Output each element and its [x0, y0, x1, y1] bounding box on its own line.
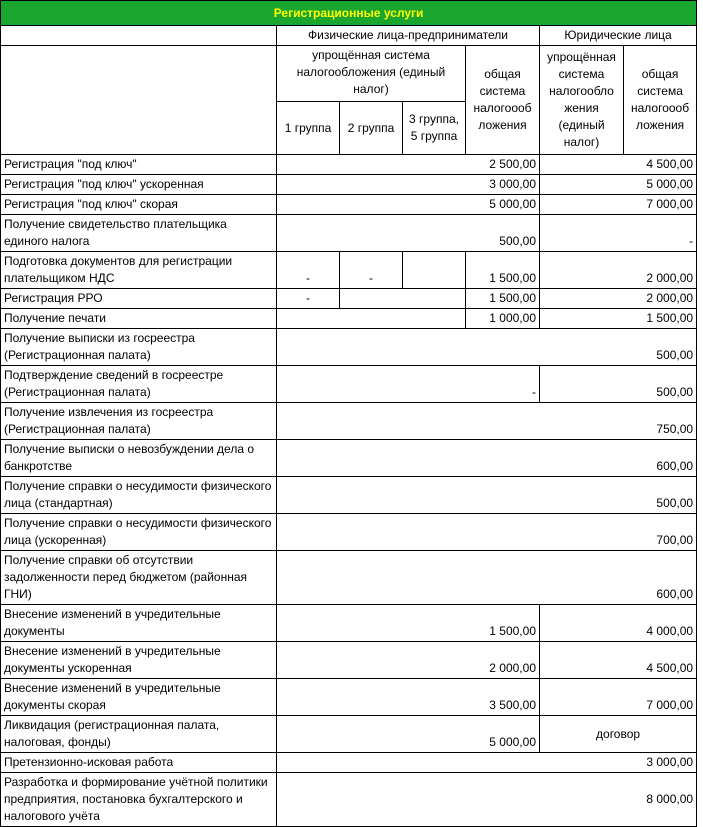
group2-cell: - [340, 252, 403, 289]
price-all: 700,00 [277, 514, 697, 551]
table-row [1, 215, 697, 252]
table-row [1, 440, 697, 477]
price-all: 750,00 [277, 403, 697, 440]
price-individuals: 3 500,00 [277, 679, 540, 716]
table-row [1, 195, 697, 215]
table-row [1, 329, 697, 366]
header-simplified-legal: упрощённая система налогообло жения (единый налог) [540, 46, 624, 155]
table-row [1, 551, 697, 605]
price-all: 600,00 [277, 551, 697, 605]
price-legal: 1 500,00 [540, 309, 697, 329]
table-row [1, 366, 697, 403]
price-individuals: 3 000,00 [277, 175, 540, 195]
table-row [1, 155, 697, 175]
service-name: Претензионно-исковая работа [1, 753, 277, 773]
price-legal: 2 000,00 [540, 252, 697, 289]
price-all: 8 000,00 [277, 773, 697, 827]
service-name: Получение свидетельство плательщика единого налога [1, 215, 277, 252]
table-row [1, 309, 697, 329]
service-name: Подтверждение сведений в госреестре (Регистрационная палата) [1, 366, 277, 403]
header-individuals: Физические лица-предприниматели [277, 26, 540, 46]
service-name: Ликвидация (регистрационная палата, налоговая, фонды) [1, 716, 277, 753]
header-empty [1, 26, 277, 46]
price-legal: 7 000,00 [540, 679, 697, 716]
price-legal: 7 000,00 [540, 195, 697, 215]
header-group-3-5: 3 группа, 5 группа [403, 102, 466, 155]
header-group-1: 1 группа [277, 102, 340, 155]
group1-cell: - [277, 252, 340, 289]
price-legal: 500,00 [540, 366, 697, 403]
header-empty [1, 46, 277, 155]
price-individuals: 5 000,00 [277, 716, 540, 753]
price-individuals: 500,00 [277, 215, 540, 252]
price-legal: - [540, 215, 697, 252]
table-row [1, 679, 697, 716]
price-individuals: 5 000,00 [277, 195, 540, 215]
service-name: Получение справки о несудимости физического лица (стандартная) [1, 477, 277, 514]
header-legal: Юридические лица [540, 26, 697, 46]
price-legal: 4 500,00 [540, 155, 697, 175]
service-name: Регистрация РРО [1, 289, 277, 309]
price-all: 600,00 [277, 440, 697, 477]
table-row [1, 773, 697, 827]
price-legal: 4 000,00 [540, 605, 697, 642]
service-name: Внесение изменений в учредительные документы скорая [1, 679, 277, 716]
price-all: 3 000,00 [277, 753, 697, 773]
price-individuals: 2 500,00 [277, 155, 540, 175]
table-row [1, 403, 697, 440]
price-individuals: 1 500,00 [466, 289, 540, 309]
service-name: Регистрация "под ключ" ускоренная [1, 175, 277, 195]
service-name: Внесение изменений в учредительные документы ускоренная [1, 642, 277, 679]
group35-cell [403, 252, 466, 289]
price-legal: 2 000,00 [540, 289, 697, 309]
price-individuals: - [277, 366, 540, 403]
service-name: Получение выписки о невозбуждении дела о банкротстве [1, 440, 277, 477]
group2-3-cell [340, 289, 466, 309]
header-general-legal: общая система налогоооб ложения [624, 46, 697, 155]
price-all: 500,00 [277, 477, 697, 514]
service-name: Разработка и формирование учётной политики предприятия, постановка бухгалтерского и налогового учёта [1, 773, 277, 827]
price-individuals: 2 000,00 [277, 642, 540, 679]
price-legal: договор [540, 716, 697, 753]
service-name: Подготовка документов для регистрации плательщиком НДС [1, 252, 277, 289]
table-row [1, 252, 697, 289]
header-general-individuals: общая система налогоооб ложения [466, 46, 540, 155]
service-name: Получение справки об отсутствии задолженности перед бюджетом (районная ГНИ) [1, 551, 277, 605]
price-individuals: 1 000,00 [466, 309, 540, 329]
groups-cell [277, 309, 466, 329]
table-row [1, 289, 697, 309]
price-individuals: 1 500,00 [277, 605, 540, 642]
service-name: Получение печати [1, 309, 277, 329]
price-all: 500,00 [277, 329, 697, 366]
service-name: Регистрация "под ключ" скорая [1, 195, 277, 215]
service-name: Получение справки о несудимости физического лица (ускоренная) [1, 514, 277, 551]
table-row [1, 753, 697, 773]
service-name: Регистрация "под ключ" [1, 155, 277, 175]
header-simplified-individuals: упрощённая система налогообложения (единый налог) [277, 46, 466, 102]
table-row [1, 716, 697, 753]
service-name: Получение извлечения из госреестра (Регистрационная палата) [1, 403, 277, 440]
table-title: Регистрационные услуги [1, 1, 697, 26]
service-name: Получение выписки из госреестра (Регистрационная палата) [1, 329, 277, 366]
table-row [1, 605, 697, 642]
table-row [1, 642, 697, 679]
group1-cell: - [277, 289, 340, 309]
price-individuals: 1 500,00 [466, 252, 540, 289]
table-row [1, 477, 697, 514]
table-row [1, 514, 697, 551]
price-legal: 4 500,00 [540, 642, 697, 679]
service-name: Внесение изменений в учредительные документы [1, 605, 277, 642]
header-group-2: 2 группа [340, 102, 403, 155]
table-row [1, 175, 697, 195]
price-legal: 5 000,00 [540, 175, 697, 195]
